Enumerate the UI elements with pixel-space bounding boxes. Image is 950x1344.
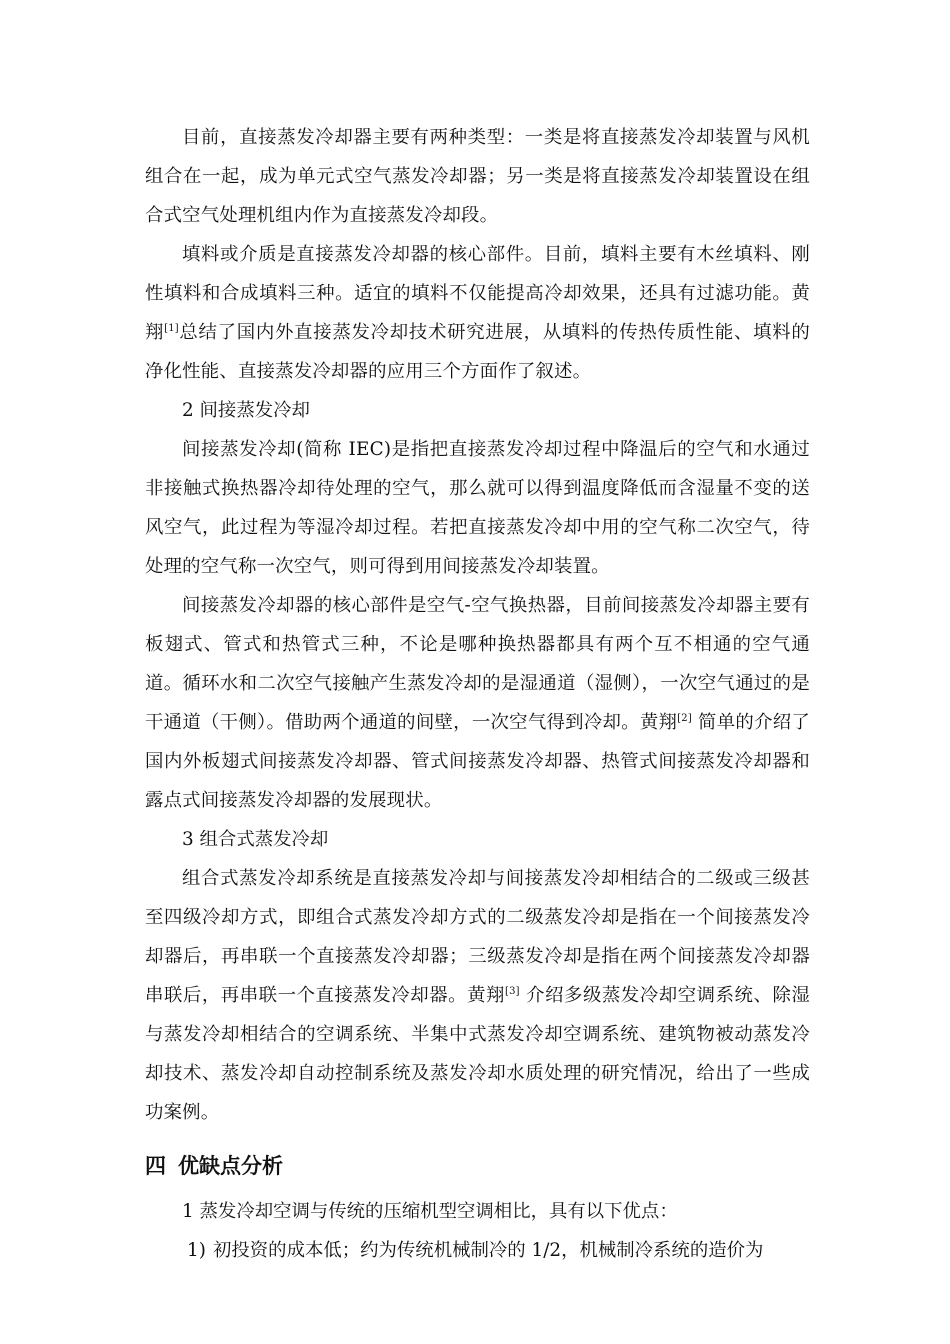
section-number: 四: [145, 1154, 166, 1178]
paragraph-filler-media: [145, 235, 810, 391]
list-item-text: 初投资的成本低；约为传统机械制冷的 1/2，机械制冷系统的造价为: [213, 1240, 764, 1261]
citation-ref-2[interactable]: [2]: [677, 712, 692, 724]
subheading-combined-evaporative-cooling: 3 组合式蒸发冷却: [182, 829, 329, 850]
paragraph-iec-definition: 间接蒸发冷却(简称 IEC)是指把直接蒸发冷却过程中降温后的空气和水通过非接触式换热器冷却待处理的空气，那么就可以得到温度降低而含湿量不变的送风空气，此过程为等湿冷却过程。若把直接蒸发冷却中用的空气称二次空气，待处理的空气称一次空气，则可得到用间接蒸发冷却装置。: [145, 439, 810, 577]
document-body: [145, 118, 810, 1270]
paragraph-text: 组合式蒸发冷却系统是直接蒸发冷却与间接蒸发冷却相结合的二级或三级甚至四级冷却方式，即组合式蒸发冷却方式的二级蒸发冷却是指在一个间接蒸发冷却器后，再串联一个直接蒸发冷却器；三级蒸发冷却是指在两个间接蒸发冷却器串联后，再串联一个直接蒸发冷却器。黄翔: [145, 868, 810, 1006]
advantages-intro: 1 蒸发冷却空调与传统的压缩机型空调相比，具有以下优点：: [182, 1201, 678, 1222]
section-title-text: 优缺点分析: [178, 1154, 283, 1178]
paragraph-text: 间接蒸发冷却器的核心部件是空气-空气换热器，目前间接蒸发冷却器主要有板翅式、管式和热管式三种，不论是哪种换热器都具有两个互不相通的空气通道。循环水和二次空气接触产生蒸发冷却的是湿通道（湿侧），一次空气通过的是干通道（干侧）。借助两个通道的间壁，一次空气得到冷却。黄翔: [145, 595, 810, 733]
paragraph-combined-system: [145, 859, 810, 1132]
citation-ref-3[interactable]: [3]: [504, 985, 520, 997]
list-item: [145, 1231, 810, 1270]
paragraph-direct-cooler-types: 目前，直接蒸发冷却器主要有两种类型：一类是将直接蒸发冷却装置与风机组合在一起，成为单元式空气蒸发冷却器；另一类是将直接蒸发冷却装置设在组合式空气处理机组内作为直接蒸发冷却段。: [145, 127, 810, 226]
list-marker: 1): [187, 1240, 206, 1261]
paragraph-heat-exchanger: [145, 586, 810, 820]
subheading-indirect-evaporative-cooling: 2 间接蒸发冷却: [182, 400, 310, 421]
paragraph-text: 总结了国内外直接蒸发冷却技术研究进展，从填料的传热传质性能、填料的净化性能、直接蒸发冷却器的应用三个方面作了叙述。: [145, 322, 810, 382]
paragraph-text: 填料或介质是直接蒸发冷却器的核心部件。目前，填料主要有木丝填料、刚性填料和合成填料三种。适宜的填料不仅能提高冷却效果，还具有过滤功能。黄翔: [145, 244, 810, 343]
section-title: [145, 1146, 810, 1186]
citation-ref-1[interactable]: [1]: [164, 322, 179, 334]
paragraph-text: 介绍多级蒸发冷却空调系统、除湿与蒸发冷却相结合的空调系统、半集中式蒸发冷却空调系统、建筑物被动蒸发冷却技术、蒸发冷却自动控制系统及蒸发冷却水质处理的研究情况，给出了一些成功案例。: [145, 985, 810, 1123]
paragraph-text: 简单的介绍了国内外板翅式间接蒸发冷却器、管式间接蒸发冷却器、热管式间接蒸发冷却器和露点式间接蒸发冷却器的发展现状。: [145, 712, 810, 811]
